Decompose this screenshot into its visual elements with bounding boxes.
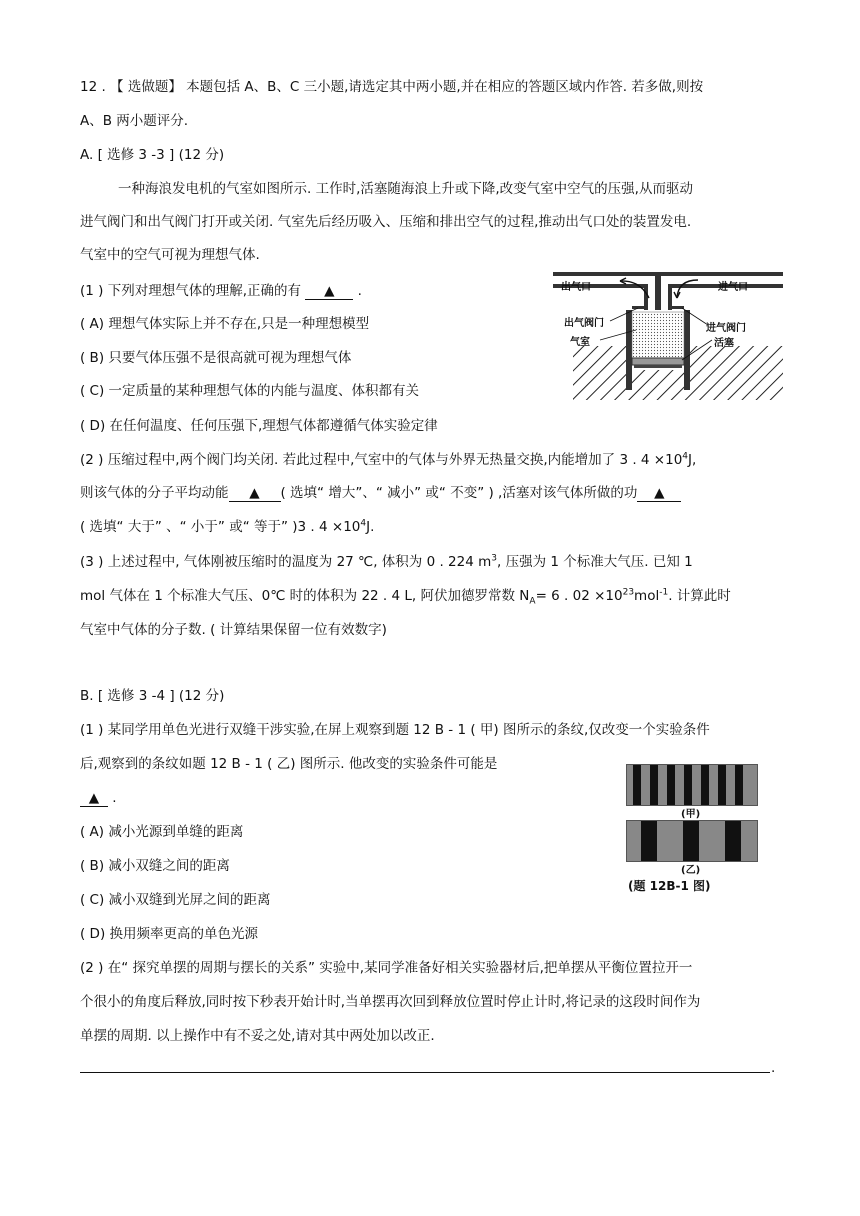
section-a-intro-1: 一种海浪发电机的气室如图所示. 工作时,活塞随海浪上升或下降,改变气室中空气的压强,从而驱动 [118,181,693,197]
outlet-label: 出气口 [561,282,591,293]
question-a1: (1 ) 下列对理想气体的理解,正确的有 ▲ . [80,283,362,299]
question-b1-line2: 后,观察到的条纹如题 12 B - 1 ( 乙) 图所示. 他改变的实验条件可能是 [80,756,498,772]
fringe-label-b: (乙) [681,865,701,876]
question-a3-line3: 气室中气体的分子数. ( 计算结果保留一位有效数字) [80,622,387,638]
question-a2-line3: ( 选填“ 大于” 、“ 小于” 或“ 等于” )3 . $4 \times 10^4J$. [80,518,375,535]
answer-blank[interactable]: ▲ [305,283,353,300]
option-b1-c: ( C) 减小双缝到光屏之间的距离 [80,892,271,908]
option-a1-b: ( B) 只要气体压强不是很高就可视为理想气体 [80,350,352,366]
option-b1-d: ( D) 换用频率更高的单色光源 [80,926,259,942]
question-b2-line1: (2 ) 在“ 探究单摆的周期与摆长的关系” 实验中,某同学准备好相关实验器材后,把单摆从平衡位置拉开一 [80,960,693,976]
section-a-intro-2: 进气阀门和出气阀门打开或关闭. 气室先后经历吸入、压缩和排出空气的过程,推动出气口处的装置发电. [80,214,692,230]
section-a-intro-3: 气室中的空气可视为理想气体. [80,247,260,263]
option-a1-d: ( D) 在任何温度、任何压强下,理想气体都遵循气体实验定律 [80,418,438,434]
gas-chamber-figure [548,268,788,400]
option-a1-c: ( C) 一定质量的某种理想气体的内能与温度、体积都有关 [80,383,420,399]
fringe-caption: (题 12B-1 图) [628,879,711,893]
question-b1-line1: (1 ) 某同学用单色光进行双缝干涉实验,在屏上观察到题 12 B - 1 ( 甲) 图所示的条纹,仅改变一个实验条件 [80,722,710,738]
answer-blank[interactable]: ▲ [80,790,108,807]
q12-line2: A、B 两小题评分. [80,113,189,129]
answer-line-end: . [771,1060,776,1076]
outlet-valve-label: 出气阀门 [564,318,604,329]
answer-blank[interactable]: ▲ [229,485,281,502]
question-a3-line2: mol 气体在 1 个标准大气压、0℃ 时的体积为 22 . 4 L, 阿伏加德罗常数 $N_A= 6$ . $02 \times 10^{23}mol^{-1}$. 计算此时 [80,587,731,607]
fringe-label-a: (甲) [681,809,701,820]
fringe-pattern-a [626,764,758,806]
option-a1-a: ( A) 理想气体实际上并不存在,只是一种理想模型 [80,316,370,332]
question-a3-line1: (3 ) 上述过程中, 气体刚被压缩时的温度为 27 ℃, 体积为 0 . 224 $m^3$, 压强为 1 个标准大气压. 已知 1 [80,553,693,570]
inlet-label: 进气口 [718,282,748,293]
fringe-figure [626,764,760,894]
answer-line[interactable] [80,1072,770,1073]
option-b1-a: ( A) 减小光源到单缝的距离 [80,824,244,840]
question-b1-line3: ▲ . [80,788,117,808]
option-b1-b: ( B) 减小双缝之间的距离 [80,858,230,874]
section-b-header: B. [ 选修 3 -4 ] (12 分) [80,688,225,704]
q12-line1: 12 . 【 选做题】 本题包括 A、B、C 三小题,请选定其中两小题,并在相应的答题区域内作答. 若多做,则按 [80,79,704,95]
fringe-pattern-b [626,820,758,862]
question-a2-line1: (2 ) 压缩过程中,两个阀门均关闭. 若此过程中,气室中的气体与外界无热量交换,内能增加了 3 . $4 \times 10^4J$, [80,451,697,468]
question-b2-line2: 个很小的角度后释放,同时按下秒表开始计时,当单摆再次回到释放位置时停止计时,将记录的这段时间作为 [80,994,701,1010]
question-a2-line2: 则该气体的分子平均动能 ▲ ( 选填“ 增大”、“ 减小” 或“ 不变” ) ,活塞对该气体所做的功 ▲ [80,483,681,503]
question-b2-line3: 单摆的周期. 以上操作中有不妥之处,请对其中两处加以改正. [80,1028,435,1044]
section-a-header: A. [ 选修 3 -3 ] (12 分) [80,147,225,163]
chamber-label: 气室 [570,337,590,348]
inlet-valve-label: 进气阀门 [706,323,746,334]
piston-label: 活塞 [714,338,734,349]
answer-blank[interactable]: ▲ [637,485,681,502]
